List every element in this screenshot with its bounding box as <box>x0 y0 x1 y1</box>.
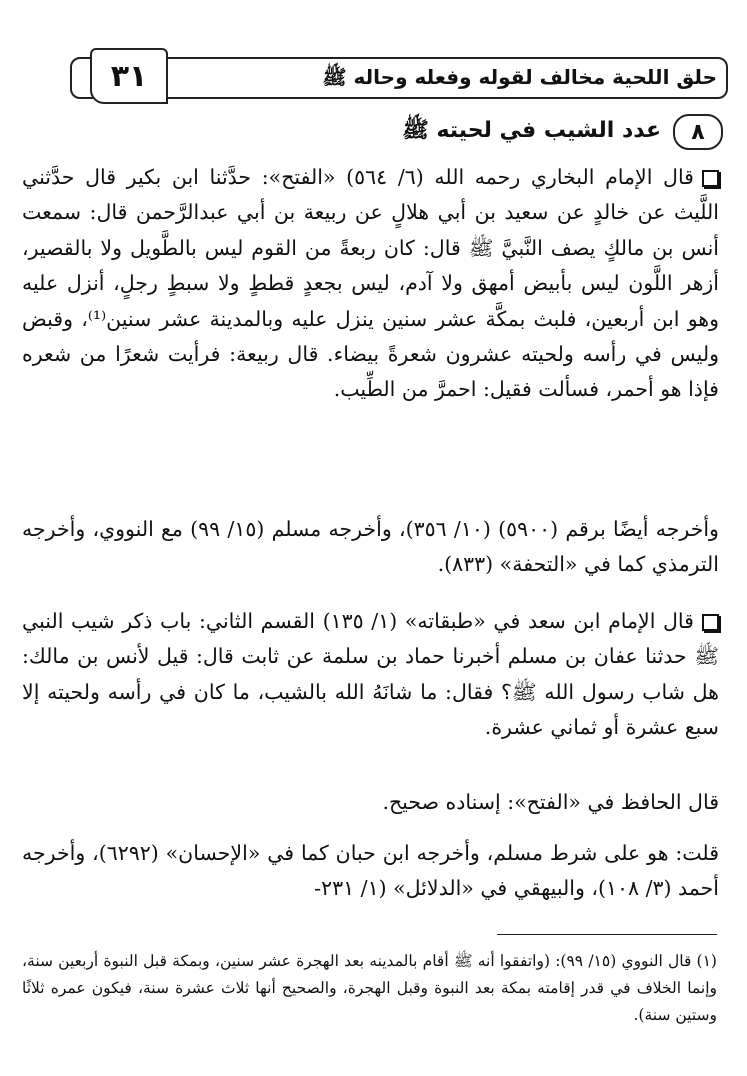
page-number: ٣١ <box>90 48 168 104</box>
square-bullet-icon <box>702 614 719 631</box>
paragraph-1: قال الإمام البخاري رحمه الله (٦/ ٥٦٤) «الفتح»: حدَّثنا ابن بكير قال حدَّثني اللَّيث عن خالدٍ عن سعيد بن أبي هلالٍ عن ربيعة بن أبي عبدالرَّحمن قال: سمعت أنس بن مالكٍ يصف النَّبيَّ ﷺ قال: كان ربعةً من القوم ليس بالطَّويل ولا بالقصير، أزهر اللَّون ليس بأبيض أمهق ولا آدم، ليس بجعدٍ قططٍ ولا سبطٍ رجلٍ، أنزل عليه وهو ابن أربعين، فلبث بمكَّة عشر سنين ينزل عليه وبالمدينة عشر سنين⁽¹⁾، وقبض وليس في رأسه ولحيته عشرون شعرةً بيضاء. قال ربيعة: فرأيت شعرًا من شعره فإذا هو أحمر، فسألت فقيل: احمرَّ من الطِّيب. <box>22 165 720 402</box>
paragraph-4: قال الحافظ في «الفتح»: إسناده صحيح. <box>382 790 719 814</box>
section-heading <box>402 110 723 154</box>
running-title: حلق اللحية مخالف لقوله وفعله وحاله ﷺ <box>322 65 717 89</box>
square-bullet-icon <box>702 170 719 187</box>
section-number-badge: ٨ <box>673 114 723 150</box>
footnote-divider <box>497 934 717 935</box>
paragraph-block-1 <box>22 160 719 408</box>
paragraph-block-5 <box>22 836 719 907</box>
paragraph-block-4 <box>22 785 719 820</box>
footnote: (١) قال النووي (١٥/ ٩٩): (واتفقوا أنه ﷺ أقام بالمدينه بعد الهجرة عشر سنين، وبمكة قبل النبوة أربعين سنة، وإنما الخلاف في قدر إقامته بمكة بعد النبوة وقبل الهجرة، والصحيح أنها ثلاث عشرة سنة، فيكون عمره ثلاثًا وستين سنة). <box>22 952 717 1024</box>
section-title: عدد الشيب في لحيته ﷺ <box>402 118 661 143</box>
paragraph-5: قلت: هو على شرط مسلم، وأخرجه ابن حبان كما في «الإحسان» (٦٢٩٢)، وأخرجه أحمد (٣/ ١٠٨)، والبيهقي في «الدلائل» (١/ ٢٣١- <box>22 841 719 901</box>
paragraph-2: وأخرجه أيضًا برقم (٥٩٠٠) (١٠/ ٣٥٦)، وأخرجه مسلم (١٥/ ٩٩) مع النووي، وأخرجه الترمذي كما في «التحفة» (٨٣٣). <box>22 517 719 577</box>
paragraph-block-3 <box>22 604 719 746</box>
paragraph-3: قال الإمام ابن سعد في «طبقاته» (١/ ١٣٥) القسم الثاني: باب ذكر شيب النبي ﷺ حدثنا عفان بن مسلم أخبرنا حماد بن سلمة عن ثابت قال: قيل لأنس بن مالك: هل شاب رسول الله ﷺ؟ فقال: ما شانَهُ الله بالشيب، ما كان في رأسه ولحيته إلا سبع عشرة أو ثماني عشرة. <box>22 609 719 740</box>
paragraph-block-2 <box>22 512 719 583</box>
